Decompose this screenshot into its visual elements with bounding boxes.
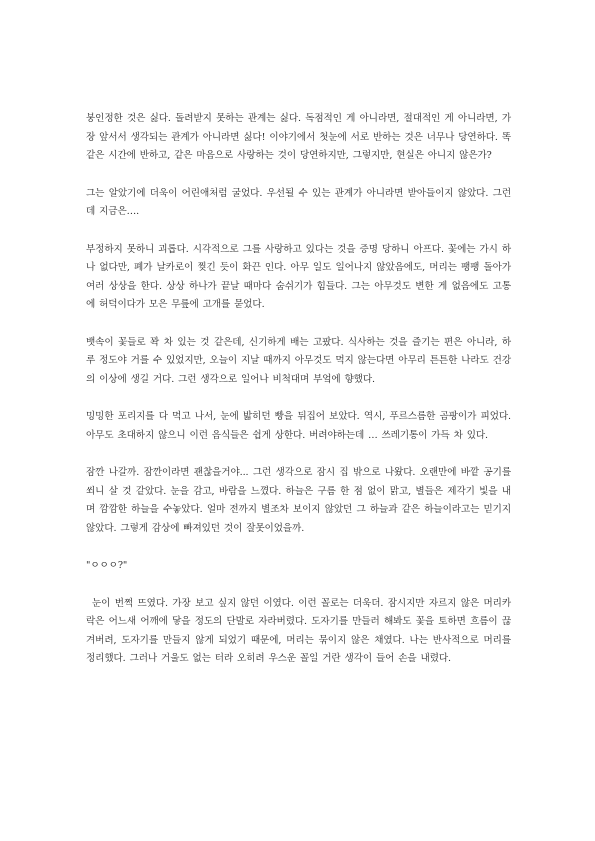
paragraph: 잠깐 나갈까. 잠깐이라면 괜찮을거야... 그런 생각으로 잠시 집 밖으로 나왔다. 오랜만에 바깥 공기를 쐬니 살 것 같았다. 눈을 감고, 바람을 느꼈다. 하늘은 구름 한 점 없이 맑고, 별들은 제각기 빛을 내며 깜깜한 하늘을 수놓았다. 얼마 전까지 별조차 보이지 않았던 그 하늘과 같은 하늘이라고는 믿기지 않았다. 그렇게 감상에 빠져있던 것이 잘못이었을까.	[86, 467, 511, 534]
paragraph: 눈이 번쩍 뜨였다. 가장 보고 싶지 않던 이였다. 이런 꼴로는 더욱더. 잠시지만 자르지 않은 머리카락은 어느새 어깨에 닿을 정도의 단발로 자라버렸다. 도자기를 만들러 해봐도 꽃을 토하면 흐름이 끊겨버려, 도자기를 만들지 않게 되었기 때문에, 머리는 묶이지 않은 채였다. 나는 반사적으로 머리를 정리했다. 그러나 거울도 없는 터라 오히려 우스운 꼴일 거란 생각이 들어 손을 내렸다.	[86, 597, 511, 664]
paragraph: 부정하지 못하니 괴롭다. 시각적으로 그를 사랑하고 있다는 것을 증명 당하니 아프다. 꽃에는 가시 하나 없다만, 폐가 날카로이 찢긴 듯이 화끈 인다. 아무 일도 일어나지 않았음에도, 머리는 팽팽 돌아가 여러 상상을 한다. 상상 하나가 끝날 때마다 숨쉬기가 힘들다. 그는 아무것도 변한 게 없음에도 고통에 허덕이다가 모은 무릎에 고개를 묻었다.	[86, 243, 511, 310]
dialogue-line: "ㅇㅇㅇ?"	[86, 560, 128, 571]
paragraph: 그는 알았기에 더욱이 어린애처럼 굴었다. 우선될 수 있는 관계가 아니라면 받아들이지 않았다. 그런데 지금은….	[86, 187, 511, 217]
paragraph: 뱃속이 꽃들로 꽉 차 있는 것 같은데, 신기하게 배는 고팠다. 식사하는 것을 즐기는 편은 아니라, 하루 정도야 거를 수 있었지만, 오늘이 지날 때까지 아무것도 먹지 않는다면 아무리 튼튼한 나라도 건강의 이상에 생길 거다. 그런 생각으로 일어나 비척대며 부엌에 향했다.	[86, 336, 511, 385]
document-body	[86, 110, 511, 688]
paragraph: 밍밍한 포리지를 다 먹고 나서, 눈에 밟히던 빵을 뒤집어 보았다. 역시, 푸르스름한 곰팡이가 피었다. 아무도 초대하지 않으니 이런 음식들은 쉽게 상한다. 버려야하는데 … 쓰레기통이 가득 차 있다.	[86, 411, 511, 441]
paragraph: 붕인정한 것은 싫다. 돌려받지 못하는 관계는 싫다. 독점적인 게 아니라면, 절대적인 게 아니라면, 가장 앞서서 생각되는 관계가 아니라면 싫다! 이야기에서 첫눈에 서로 반하는 것은 너무나 당연하다. 똑같은 시간에 반하고, 같은 마음으로 사랑하는 것이 당연하지만, 그렇지만, 현실은 아니지 않은가?	[86, 113, 511, 161]
